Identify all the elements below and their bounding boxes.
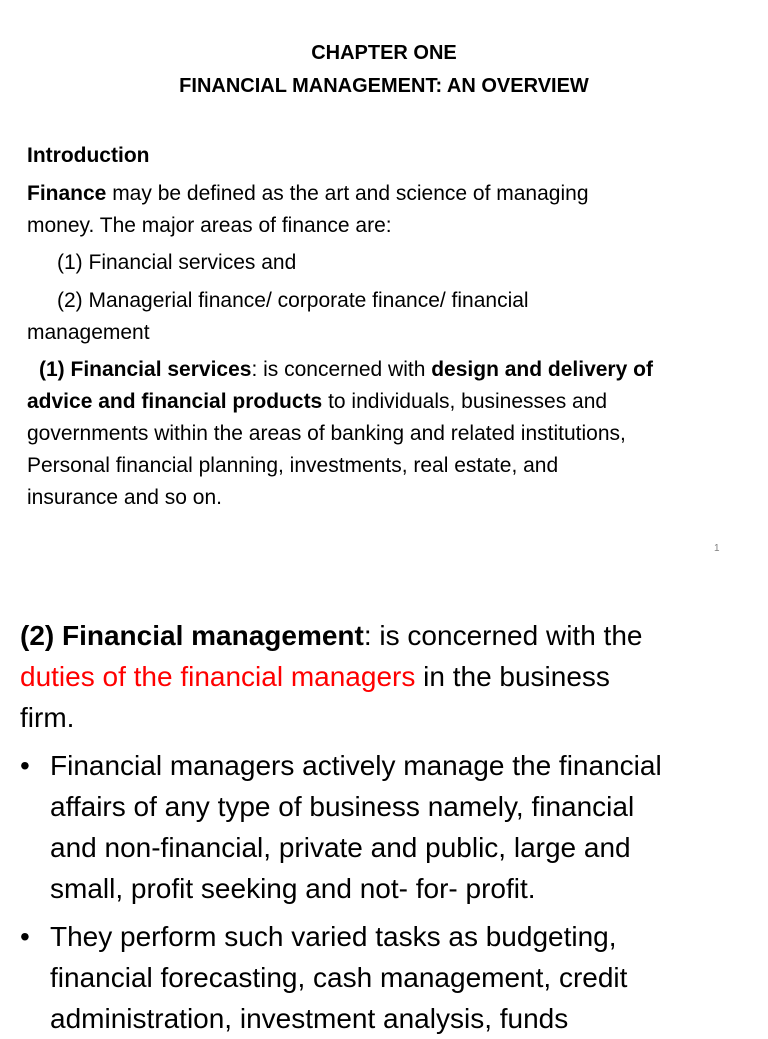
bullet-icon: • (20, 750, 30, 781)
financial-services-line-1 (39, 354, 653, 386)
intro-heading: Introduction (27, 144, 150, 167)
bullet-2-line-1: They perform such varied tasks as budgeting, (50, 921, 617, 952)
bullet-1-line-4: small, profit seeking and not- for- profit. (50, 873, 536, 904)
bullet-2-line-2: financial forecasting, cash management, credit (50, 962, 628, 993)
bullet-1-line-3: and non-financial, private and public, large and (50, 832, 631, 863)
slide-2 (0, 575, 768, 1034)
financial-services-text-b: to individuals, businesses and (322, 390, 608, 413)
page-number: 1 (714, 543, 720, 554)
financial-services-line-2 (27, 386, 607, 418)
financial-services-line-5: insurance and so on. (27, 486, 222, 509)
financial-management-text: : is concerned with the (363, 620, 643, 651)
financial-management-line-1 (20, 615, 642, 656)
finance-term: Finance (27, 182, 107, 205)
chapter-subtitle: FINANCIAL MANAGEMENT: AN OVERVIEW (179, 75, 589, 97)
bullet-2-line-3: administration, investment analysis, funds (50, 1003, 569, 1034)
financial-services-line-3: governments within the areas of banking and related institutions, (27, 422, 626, 445)
financial-services-bold-b: advice and financial products (27, 390, 323, 413)
financial-management-text-b: in the business (415, 661, 610, 692)
finance-definition-line-1 (27, 178, 589, 210)
area-item-1: (1) Financial services and (57, 251, 297, 274)
financial-services-bold-a: design and delivery of (431, 358, 653, 381)
area-item-2-continued: management (27, 321, 150, 344)
financial-managers-duties-highlight: duties of the financial managers (20, 661, 416, 692)
finance-definition-line-2: money. The major areas of finance are: (27, 214, 392, 237)
bullet-icon: • (20, 921, 30, 952)
financial-management-line-3: firm. (20, 702, 75, 733)
financial-services-label: (1) Financial services (39, 358, 252, 381)
bullet-1-line-2: affairs of any type of business namely, financial (50, 791, 635, 822)
financial-management-label: (2) Financial management (20, 620, 364, 651)
chapter-title: CHAPTER ONE (311, 42, 457, 64)
financial-management-line-2 (20, 656, 610, 697)
financial-services-text: : is concerned with (251, 358, 432, 381)
area-item-2: (2) Managerial finance/ corporate finance/ financial (57, 289, 529, 312)
financial-services-line-4: Personal financial planning, investments, real estate, and (27, 454, 559, 477)
bullet-1-line-1: Financial managers actively manage the financial (50, 750, 662, 781)
finance-definition-text: may be defined as the art and science of managing (106, 182, 589, 205)
